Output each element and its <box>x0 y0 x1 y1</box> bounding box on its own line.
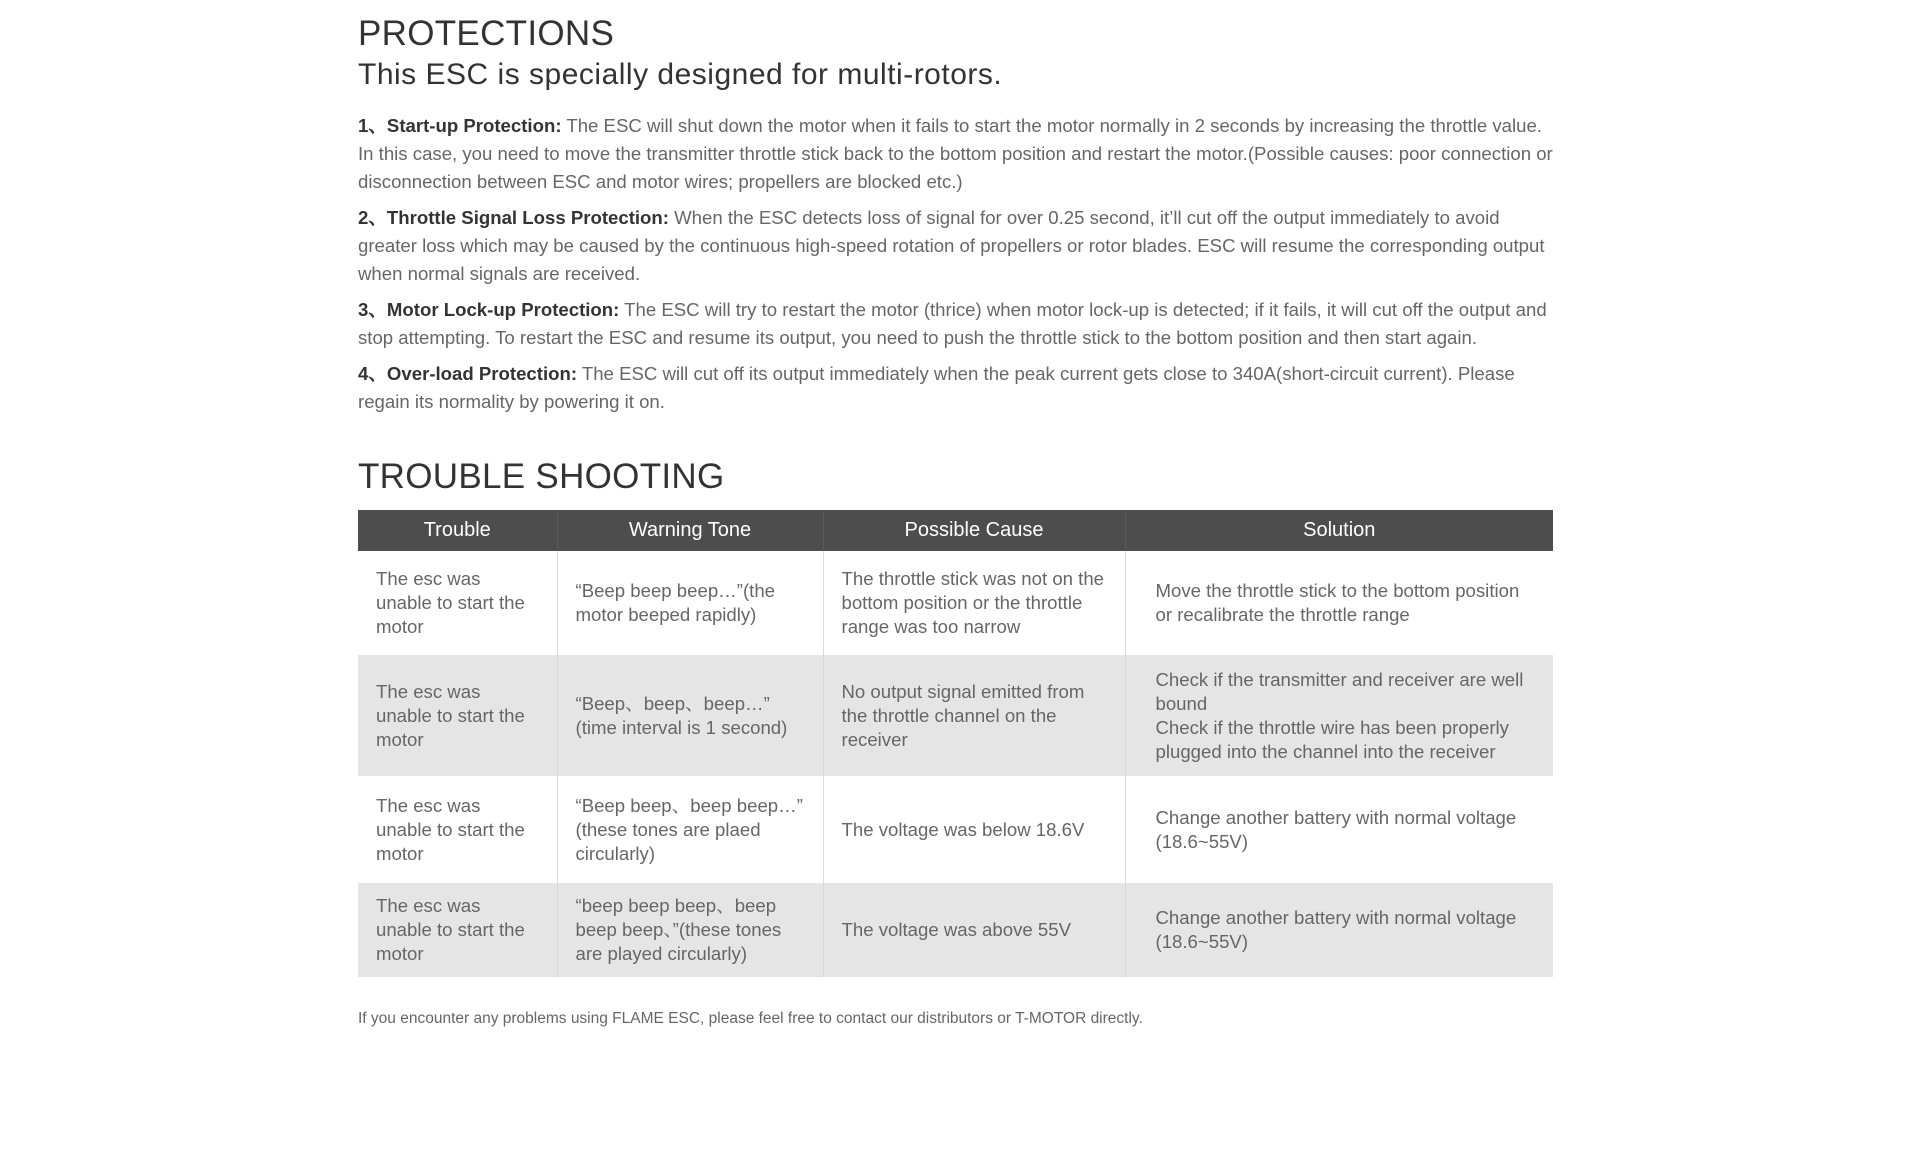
table-row <box>358 776 1553 883</box>
protections-title: PROTECTIONS <box>358 14 615 53</box>
troubleshooting-title: TROUBLE SHOOTING <box>358 457 725 496</box>
footer-contact-note: If you encounter any problems using FLAME ESC, please feel free to contact our distributors or T-MOTOR directly. <box>358 1010 1143 1027</box>
cell-solution: Change another battery with normal voltage (18.6~55V) <box>1125 883 1553 977</box>
cell-cause: The voltage was below 18.6V <box>823 776 1125 883</box>
cell-trouble: The esc was unable to start the motor <box>376 794 525 864</box>
protection-lead: 1、Start-up Protection: <box>358 115 562 136</box>
protections-subtitle: This ESC is specially designed for multi-rotors. <box>358 58 1003 91</box>
column-header-possible-cause: Possible Cause <box>823 510 1125 551</box>
protection-text: The ESC will try to restart the motor (thrice) when motor lock-up is detected; if it fails, it will cut off the output and stop attempting. To restart the ESC and resume its output, you need to push the throttle stick to the bottom position and then start again. <box>358 299 1547 348</box>
solution-line: Check if the throttle wire has been properly plugged into the channel into the receiver <box>1155 716 1509 762</box>
cell-tone: “beep beep beep、beep beep beep、”(these tones are played circularly) <box>557 883 823 977</box>
column-header-trouble: Trouble <box>358 510 557 551</box>
protection-item-lockup <box>358 296 1553 352</box>
protection-text: When the ESC detects loss of signal for over 0.25 second, it’ll cut off the output immediately to avoid greater loss which may be caused by the continuous high-speed rotation of propellers or rotor blades. ESC will resume the corresponding output when normal signals are received. <box>358 207 1545 284</box>
protection-lead: 3、Motor Lock-up Protection: <box>358 299 620 320</box>
cell-cause: No output signal emitted from the throttle channel on the receiver <box>823 655 1125 776</box>
cell-cause: The voltage was above 55V <box>823 883 1125 977</box>
cell-solution <box>1125 655 1553 776</box>
column-header-solution: Solution <box>1125 510 1553 551</box>
solution-line: Check if the transmitter and receiver are well bound <box>1155 668 1524 714</box>
protection-text: The ESC will cut off its output immediately when the peak current gets close to 340A(short-circuit current). Please regain its normality by powering it on. <box>358 363 1515 412</box>
cell-solution: Change another battery with normal voltage (18.6~55V) <box>1125 776 1553 883</box>
cell-tone: “Beep beep、beep beep…” (these tones are plaed circularly) <box>557 776 823 883</box>
table-header-row <box>358 510 1553 551</box>
table-row <box>358 551 1553 655</box>
cell-trouble: The esc was unable to start the motor <box>358 883 557 977</box>
cell-tone: “Beep、beep、beep…” (time interval is 1 second) <box>557 655 823 776</box>
protection-item-overload <box>358 360 1553 416</box>
troubleshooting-table <box>358 510 1553 977</box>
cell-solution: Move the throttle stick to the bottom position or recalibrate the throttle range <box>1125 551 1553 655</box>
cell-tone: “Beep beep beep…”(the motor beeped rapidly) <box>557 551 823 655</box>
protection-item-startup <box>358 112 1553 196</box>
column-header-warning-tone: Warning Tone <box>557 510 823 551</box>
protection-text: The ESC will shut down the motor when it fails to start the motor normally in 2 seconds by increasing the throttle value. In this case, you need to move the transmitter throttle stick back to the bottom position and restart the motor.(Possible causes: poor connection or disconnection between ESC and motor wires; propellers are blocked etc.) <box>358 115 1553 192</box>
protection-lead: 4、Over-load Protection: <box>358 363 578 384</box>
table-row <box>358 655 1553 776</box>
protection-item-signal-loss <box>358 204 1553 288</box>
protection-lead: 2、Throttle Signal Loss Protection: <box>358 207 669 228</box>
cell-trouble: The esc was unable to start the motor <box>358 655 557 776</box>
cell-trouble: The esc was unable to start the motor <box>376 568 525 637</box>
cell-cause: The throttle stick was not on the bottom position or the throttle range was too narrow <box>823 551 1125 655</box>
protections-list <box>358 112 1553 424</box>
table-row <box>358 883 1553 977</box>
